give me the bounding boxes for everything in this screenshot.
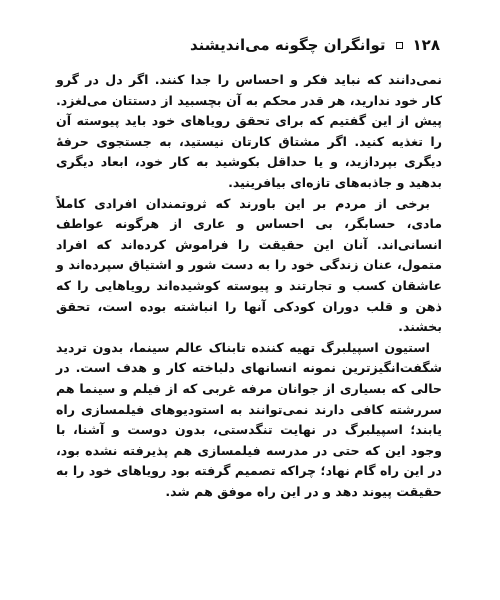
page-header [80,36,440,54]
page-number: ۱۲۸ [412,36,440,54]
square-icon [396,42,403,49]
running-title: توانگران چگونه می‌اندیشند [190,36,386,54]
body-text [56,70,442,502]
paragraph: استیون اسپیلبرگ تهیه کننده تابناک عالم سینما، بدون تردید شگفت‌انگیزترین نمونه انسانهای دلباخته کار و هدف است. در حالی که بسیاری از جوانان مرفه غربی که از فیلم و سینما هم سررشته کافی دارند نمی‌توانند به استودیوهای فیلمسازی راه یابند؛ اسپیلبرگ در نهایت تنگدستی، بدون دوست و آشنا، با وجود این که حتی در مدرسه فیلمسازی هم پذیرفته نشده بود، در این راه گام نهاد؛ چراکه تصمیم گرفته بود رویاهای خود را به حقیقت پیوند دهد و در این راه موفق هم شد. [56,339,442,499]
paragraph: نمی‌دانند که نباید فکر و احساس را جدا کنند. اگر دل در گرو کار خود ندارید، هر قدر محکم به آن بچسبید از دستتان می‌لغزد. پیش از این گفتیم که برای تحقق رویاهای خود باید پیوسته آن را تغذیه کنید. اگر مشتاق کارتان نیستید، به جستجوی حرفهٔ دیگری بپردازید، و یا حداقل بکوشید به کار خود، ابعاد دیگری بدهید و جاذبه‌های تازه‌ای بیافرینید. [56,72,442,190]
paragraph: برخی از مردم بر این باورند که ثروتمندان افرادی کاملاً مادی، حسابگر، بی احساس و عاری از هرگونه عواطف انسانی‌اند. آنان این حقیقت را فراموش کرده‌اند که افراد متمول، عنان زندگی خود را به دست شور و اشتیاق سپرده‌اند و عاشقان کسب و تجارتند و پیوسته کوشیده‌اند رویاهایی را که ذهن و قلب دوران کودکی آنها را انباشته بوده است، تحقق بخشند. [56,195,442,335]
